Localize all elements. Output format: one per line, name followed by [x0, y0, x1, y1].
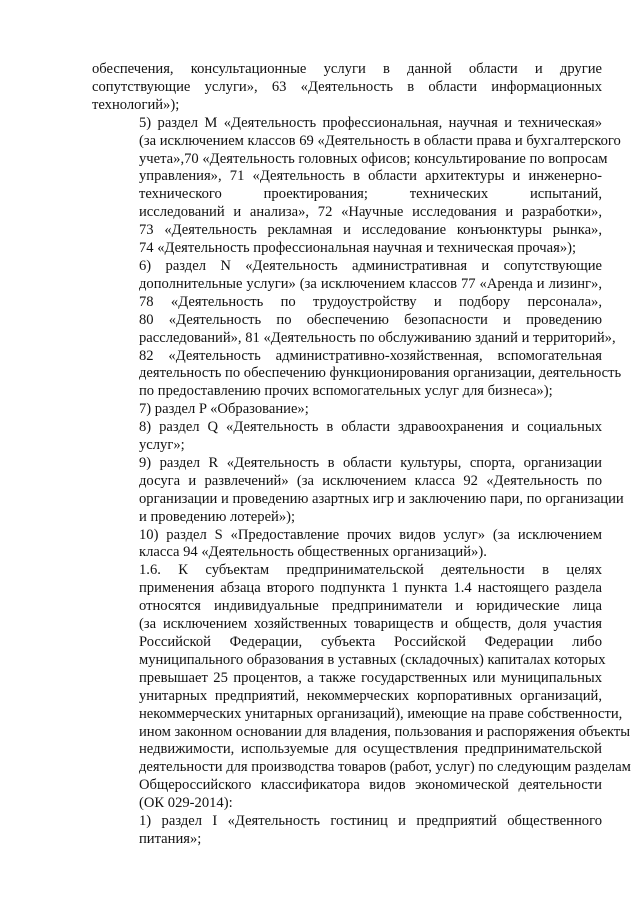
paragraph-item-1: [92, 813, 602, 849]
text-line: превышает 25 процентов, а также государственных или муниципальных: [139, 669, 602, 686]
text-line: (за исключением хозяйственных товариществ и обществ, доля участия: [139, 616, 602, 633]
paragraph-services-continued: [92, 61, 602, 115]
text-line: ином законном основании для владения, пользования и распоряжения объекты: [139, 723, 631, 740]
paragraph-item-5: [92, 114, 621, 258]
text-line: 7) раздел P «Образование»;: [139, 401, 309, 418]
text-line: 5) раздел M «Деятельность профессиональная, научная и техническая»: [139, 114, 602, 131]
text-line: 10) раздел S «Предоставление прочих видов услуг» (за исключением: [139, 526, 602, 543]
text-line: недвижимости, используемые для осуществления предпринимательской: [139, 741, 602, 758]
text-line: технологий»);: [92, 96, 180, 113]
text-line: некоммерческих унитарных организаций), имеющие на праве собственности,: [139, 705, 623, 722]
text-line: расследований», 81 «Деятельность по обслуживанию зданий и территорий»,: [139, 329, 616, 346]
document-body: [92, 61, 631, 849]
paragraph-item-9: [92, 454, 624, 527]
text-line: технического проектирования; технических испытаний,: [139, 186, 602, 203]
text-line: унитарных предприятий, некоммерческих корпоративных организаций,: [139, 687, 602, 704]
text-line: 73 «Деятельность рекламная и исследование конъюнктуры рынка»,: [139, 222, 602, 239]
text-line: обеспечения, консультационные услуги в данной области и другие: [92, 61, 602, 77]
text-line: учета»,70 «Деятельность головных офисов; консультирование по вопросам: [139, 150, 608, 167]
text-line: 8) раздел Q «Деятельность в области здравоохранения и социальных: [139, 419, 602, 436]
paragraph-item-8: [92, 419, 602, 455]
text-line: управления», 71 «Деятельность в области архитектуры и инженерно-: [139, 168, 602, 185]
text-line: досуга и развлечений» (за исключением класса 92 «Деятельность по: [139, 472, 602, 489]
text-line: 1) раздел I «Деятельность гостиниц и предприятий общественного: [139, 813, 602, 830]
text-line: дополнительные услуги» (за исключением классов 77 «Аренда и лизинг»,: [139, 275, 602, 292]
text-line: 1.6. К субъектам предпринимательской деятельности в целях: [139, 562, 602, 579]
text-line: Российской Федерации, субъекта Российской Федерации либо: [139, 634, 602, 650]
text-line: 82 «Деятельность административно-хозяйственная, вспомогательная: [139, 347, 602, 364]
text-line: организации и проведению азартных игр и заключению пари, по организации: [139, 490, 624, 507]
text-line: применения абзаца второго подпункта 1 пункта 1.4 настоящего раздела: [139, 580, 602, 597]
text-line: Общероссийского классификатора видов экономической деятельности: [139, 777, 602, 794]
text-line: 78 «Деятельность по трудоустройству и подбору персонала»,: [139, 293, 602, 310]
text-line: питания»;: [139, 830, 202, 847]
text-line: сопутствующие услуги», 63 «Деятельность в области информационных: [92, 78, 602, 95]
paragraph-item-6: [92, 257, 622, 401]
paragraph-item-7: [92, 401, 602, 419]
text-line: 80 «Деятельность по обеспечению безопасности и проведению: [139, 311, 602, 328]
text-line: по предоставлению прочих вспомогательных услуг для бизнеса»);: [139, 383, 553, 400]
text-line: 74 «Деятельность профессиональная научная и техническая прочая»);: [139, 240, 577, 257]
paragraph-1-6: [92, 562, 631, 813]
text-line: исследований и анализа», 72 «Научные исследования и разработки»,: [139, 204, 602, 221]
paragraph-item-10: [92, 527, 602, 563]
text-line: услуг»;: [139, 437, 185, 454]
text-line: 9) раздел R «Деятельность в области культуры, спорта, организации: [139, 454, 602, 471]
text-line: (за исключением классов 69 «Деятельность в области права и бухгалтерского: [139, 132, 621, 149]
text-line: деятельность по обеспечению функционирования организации, деятельность: [139, 365, 622, 382]
text-line: класса 94 «Деятельность общественных организаций»).: [139, 544, 487, 561]
text-line: 6) раздел N «Деятельность административная и сопутствующие: [139, 257, 602, 274]
text-line: муниципального образования в уставных (складочных) капиталах которых: [139, 651, 606, 668]
text-line: деятельности для производства товаров (работ, услуг) по следующим разделам: [139, 759, 631, 776]
text-line: и проведению лотерей»);: [139, 508, 296, 525]
text-line: (ОК 029-2014):: [139, 795, 233, 812]
text-line: относятся индивидуальные предприниматели и юридические лица: [139, 598, 602, 615]
